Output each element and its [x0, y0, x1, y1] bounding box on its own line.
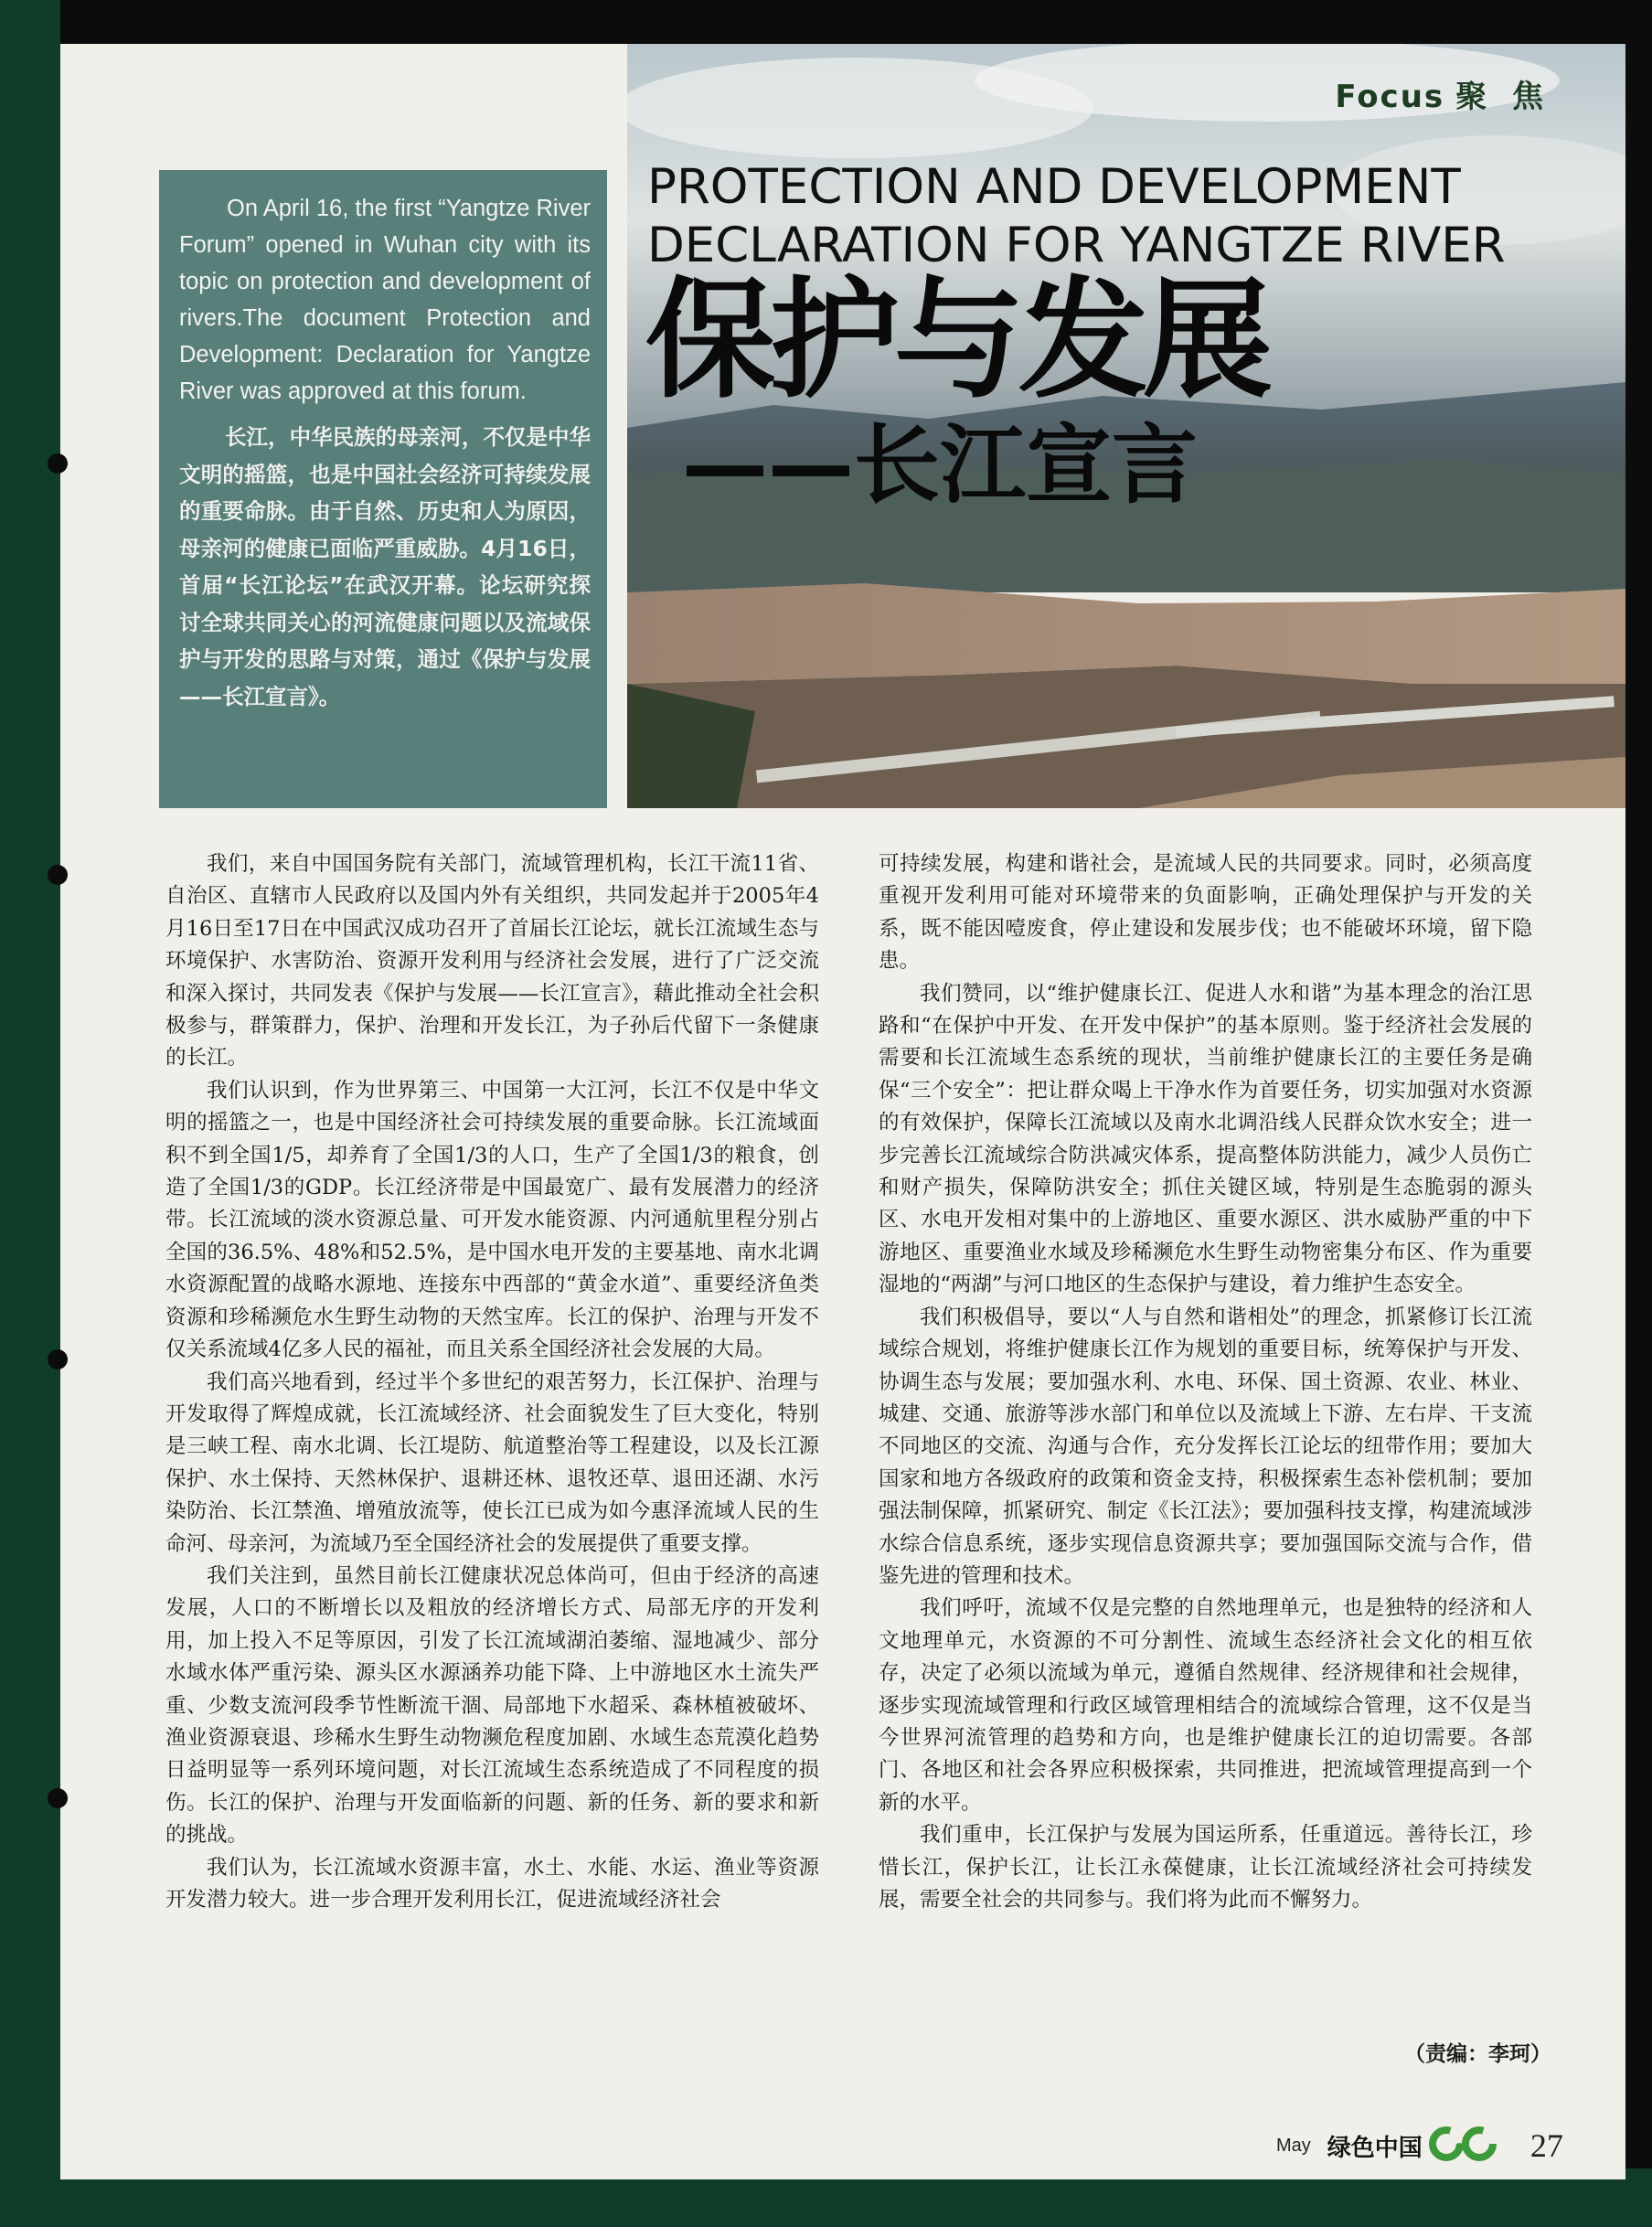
paragraph: 我们积极倡导，要以“人与自然和谐相处”的理念，抓紧修订长江流域综合规划，将维护健康长江作为规划的重要目标，统筹保护与开发、协调生态与发展；要加强水利、水电、环保、国土资源、农业、林业、城建、交通、旅游等涉水部门和单位以及流域上下游、左右岸、干支流不同地区的交流、沟通与合作，充分发挥长江论坛的纽带作用；要加大国家和地方各级政府的政策和资金支持，积极探索生态补偿机制；要加强法制保障，抓紧研究、制定《长江法》；要加强科技支撑，构建流域涉水综合信息系统，逐步实现信息资源共享；要加强国际交流与合作，借鉴先进的管理和技术。	[879, 1305, 1532, 1588]
paragraph: 我们认为，长江流域水资源丰富，水土、水能、水运、渔业等资源开发潜力较大。进一步合理开发利用长江，促进流域经济社会	[165, 1855, 819, 1912]
gc-logo-text: GC	[1455, 2142, 1469, 2152]
paragraph: 我们呼吁，流域不仅是完整的自然地理单元，也是独特的经济和人文地理单元，水资源的不可分割性、流域生态经济社会文化的相互依存，决定了必须以流域为单元，遵循自然规律、经济规律和社会规律，逐步实现流域管理和行政区域管理相结合的流域综合管理，这不仅是当今世界河流管理的趋势和方向，也是维护健康长江的迫切需要。各部门、各地区和社会各界应积极探索，共同推进，把流域管理提高到一个新的水平。	[879, 1596, 1532, 1815]
binding-hole	[48, 865, 68, 885]
section-label-cn: 聚 焦	[1455, 79, 1551, 115]
body-column-right	[879, 848, 1532, 1916]
paragraph: 我们高兴地看到，经过半个多世纪的艰苦努力，长江保护、治理与开发取得了辉煌成就，长江流域经济、社会面貌发生了巨大变化，特别是三峡工程、南水北调、长江堤防、航道整治等工程建设，以及长江源保护、水土保持、天然林保护、退耕还林、退牧还草、退田还湖、水污染防治、长江禁渔、增殖放流等，使长江已成为如今惠泽流域人民的生命河、母亲河，为流域乃至全国经济社会的发展提供了重要支撑。	[165, 1369, 819, 1556]
binding-hole	[48, 1349, 68, 1369]
paragraph: 可持续发展，构建和谐社会，是流域人民的共同要求。同时，必须高度重视开发利用可能对环境带来的负面影响，正确处理保护与开发的关系，既不能因噎废食，停止建设和发展步伐；也不能破坏环境，留下隐患。	[879, 852, 1532, 974]
section-label	[1335, 71, 1551, 116]
chinese-title: 保护与发展	[645, 265, 1267, 416]
paragraph: 我们赞同，以“维护健康长江、促进人水和谐”为基本理念的治江思路和“在保护中开发、在开发中保护”的基本原则。鉴于经济社会发展的需要和长江流域生态系统的现状，当前维护健康长江的主要任务是确保“三个安全”：把让群众喝上干净水作为首要任务，切实加强对水资源的有效保护，保障长江流域以及南水北调沿线人民群众饮水安全；进一步完善长江流域综合防洪减灾体系，提高整体防洪能力，减少人员伤亡和财产损失，保障防洪安全；抓住关键区域，特别是生态脆弱的源头区、水电开发相对集中的上游地区、重要水源区、洪水威胁严重的中下游地区、重要渔业水域及珍稀濒危水生野生动物密集分布区、作为重要湿地的“两湖”与河口地区的生态保护与建设，着力维护生态安全。	[879, 981, 1532, 1297]
page-footer	[1276, 2125, 1563, 2167]
english-title-line-1: PROTECTION AND DEVELOPMENT	[647, 159, 1461, 215]
paragraph: 我们，来自中国国务院有关部门，流域管理机构，长江干流11省、自治区、直辖市人民政府以及国内外有关组织，共同发起并于2005年4月16日至17日在中国武汉成功召开了首届长江论坛，就长江流域生态与环境保护、水害防治、资源开发利用与经济社会发展，进行了广泛交流和深入探讨，共同发表《保护与发展——长江宣言》，藉此推动全社会积极参与，群策群力，保护、治理和开发长江，为子孙后代留下一条健康的长江。	[165, 852, 819, 1071]
chinese-subtitle: ——长江宣言	[682, 416, 1199, 516]
intro-box	[159, 170, 607, 808]
editor-credit: （责编：李珂）	[1404, 2042, 1551, 2066]
magazine-name: 绿色中国	[1327, 2134, 1423, 2162]
binding-hole	[48, 453, 68, 474]
paragraph: 我们重申，长江保护与发展为国运所系，任重道远。善待长江，珍惜长江，保护长江，让长江永葆健康，让长江流域经济社会可持续发展，需要全社会的共同参与。我们将为此而不懈努力。	[879, 1823, 1532, 1912]
gc-logo-icon	[1428, 2126, 1499, 2166]
magazine-edge	[0, 0, 60, 2227]
paragraph: 我们关注到，虽然目前长江健康状况总体尚可，但由于经济的高速发展，人口的不断增长以及粗放的经济增长方式、局部无序的开发利用，加上投入不足等原因，引发了长江流域湖泊萎缩、湿地减少、部分水域水体严重污染、源头区水源涵养功能下降、上中游地区水土流失严重、少数支流河段季节性断流干涸、局部地下水超采、森林植被破坏、渔业资源衰退、珍稀水生野生动物濒危程度加剧、水域生态荒漠化趋势日益明显等一系列环境问题，对长江流域生态系统造成了不同程度的损伤。长江的保护、治理与开发面临新的问题、新的任务、新的要求和新的挑战。	[165, 1563, 819, 1848]
page-number: 27	[1529, 2127, 1563, 2164]
body-column-left	[165, 848, 819, 1916]
paragraph: 我们认识到，作为世界第三、中国第一大江河，长江不仅是中华文明的摇篮之一，也是中国经济社会可持续发展的重要命脉。长江流域面积不到全国1/5，却养育了全国1/3的人口，生产了全国1/3的粮食，创造了全国1/3的GDP。长江经济带是中国最宽广、最有发展潜力的经济带。长江流域的淡水资源总量、可开发水能资源、内河通航里程分别占全国的36.5%、48%和52.5%，是中国水电开发的主要基地、南水北调水资源配置的战略水源地、连接东中西部的“黄金水道”、重要经济鱼类资源和珍稀濒危水生野生动物的天然宝库。长江的保护、治理与开发不仅关系流域4亿多人民的福祉，而且关系全国经济社会发展的大局。	[165, 1078, 819, 1362]
section-label-en: Focus	[1335, 79, 1445, 115]
magazine-page	[60, 44, 1625, 2179]
intro-chinese: 长江，中华民族的母亲河，不仅是中华文明的摇篮，也是中国社会经济可持续发展的重要命脉。由于自然、历史和人为原因，母亲河的健康已面临严重威胁。4月16日，首届“长江论坛”在武汉开幕。论坛研究探讨全球共同关心的河流健康问题以及流域保护与开发的思路与对策，通过《保护与发展——长江宣言》。	[179, 424, 591, 709]
intro-english: On April 16, the first “Yangtze River Forum” opened in Wuhan city with its topic on protection and development of rivers.The document Protection and Development: Declaration for Yangtze River was approved at this forum.	[179, 196, 591, 404]
binding-hole	[48, 1788, 68, 1808]
english-title-line-2: DECLARATION FOR YANGTZE RIVER	[647, 218, 1506, 273]
issue-month: May	[1276, 2135, 1311, 2156]
english-title	[647, 158, 1561, 275]
